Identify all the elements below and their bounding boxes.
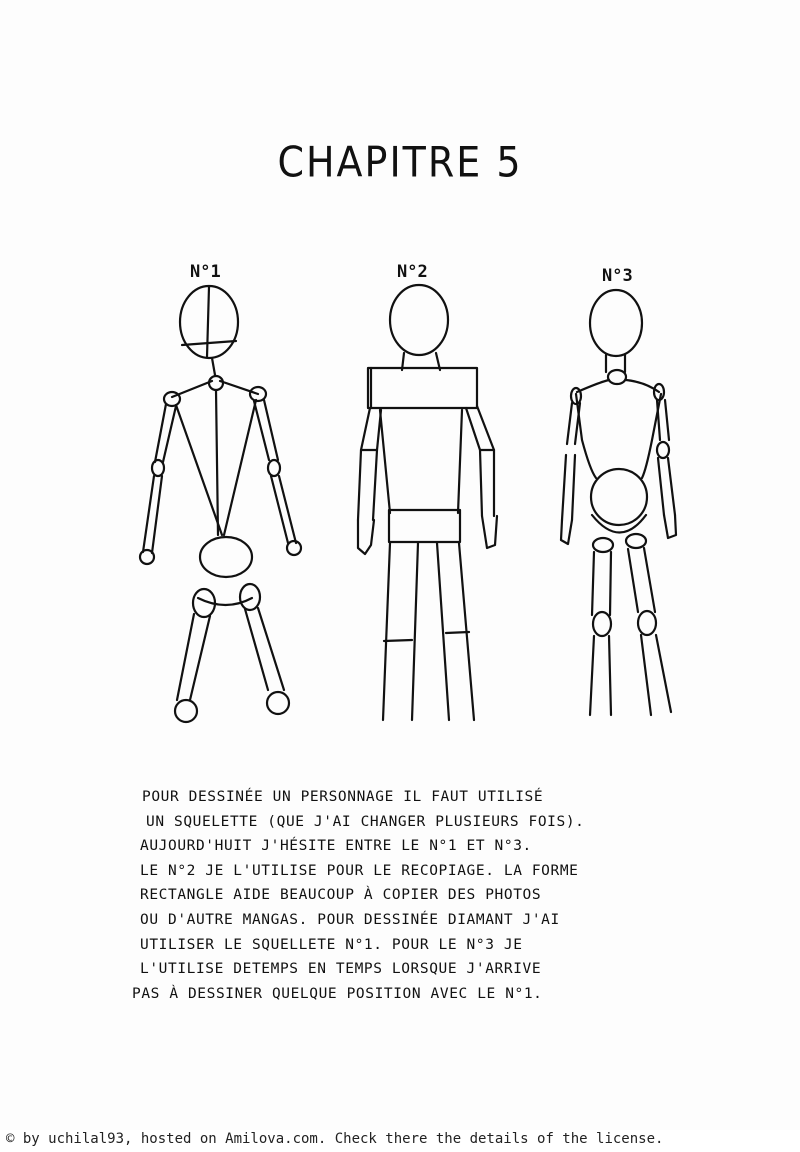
license-credit: © by uchilal93, hosted on Amilova.com. Check there the details of the license. [6,1131,664,1147]
text-line: RECTANGLE AIDE BEAUCOUP À COPIER DES PHOTOS [140,887,542,904]
figure-label-2: N°2 [397,262,428,282]
text-line: PAS À DESSINER QUELQUE POSITION AVEC LE N°1. [132,985,543,1002]
page-title: CHAPITRE 5 [277,137,523,187]
text-line: AUJOURD'HUIT J'HÉSITE ENTRE LE N°1 ET N°3. [140,838,532,855]
text-line: POUR DESSINÉE UN PERSONNAGE IL FAUT UTILISÉ [142,789,544,805]
text-line: UN SQUELETTE (QUE J'AI CHANGER PLUSIEURS FOIS). [146,813,585,830]
skeleton-figure-2 [358,285,497,720]
text-line: LE N°2 JE L'UTILISE POUR LE RECOPIAGE. LA FORME [140,862,579,879]
skeleton-figure-1 [140,286,301,722]
text-line: L'UTILISE DETEMPS EN TEMPS LORSQUE J'ARRIVE [140,961,542,978]
text-line: OU D'AUTRE MANGAS. POUR DESSINÉE DIAMANT J'AI [140,911,560,928]
chapter-text [128,785,688,1006]
figure-label-1: N°1 [190,262,221,282]
figure-label-3: N°3 [602,266,633,286]
skeleton-figure-3 [561,290,676,715]
text-line: UTILISER LE SQUELLETE N°1. POUR LE N°3 JE [140,936,523,953]
